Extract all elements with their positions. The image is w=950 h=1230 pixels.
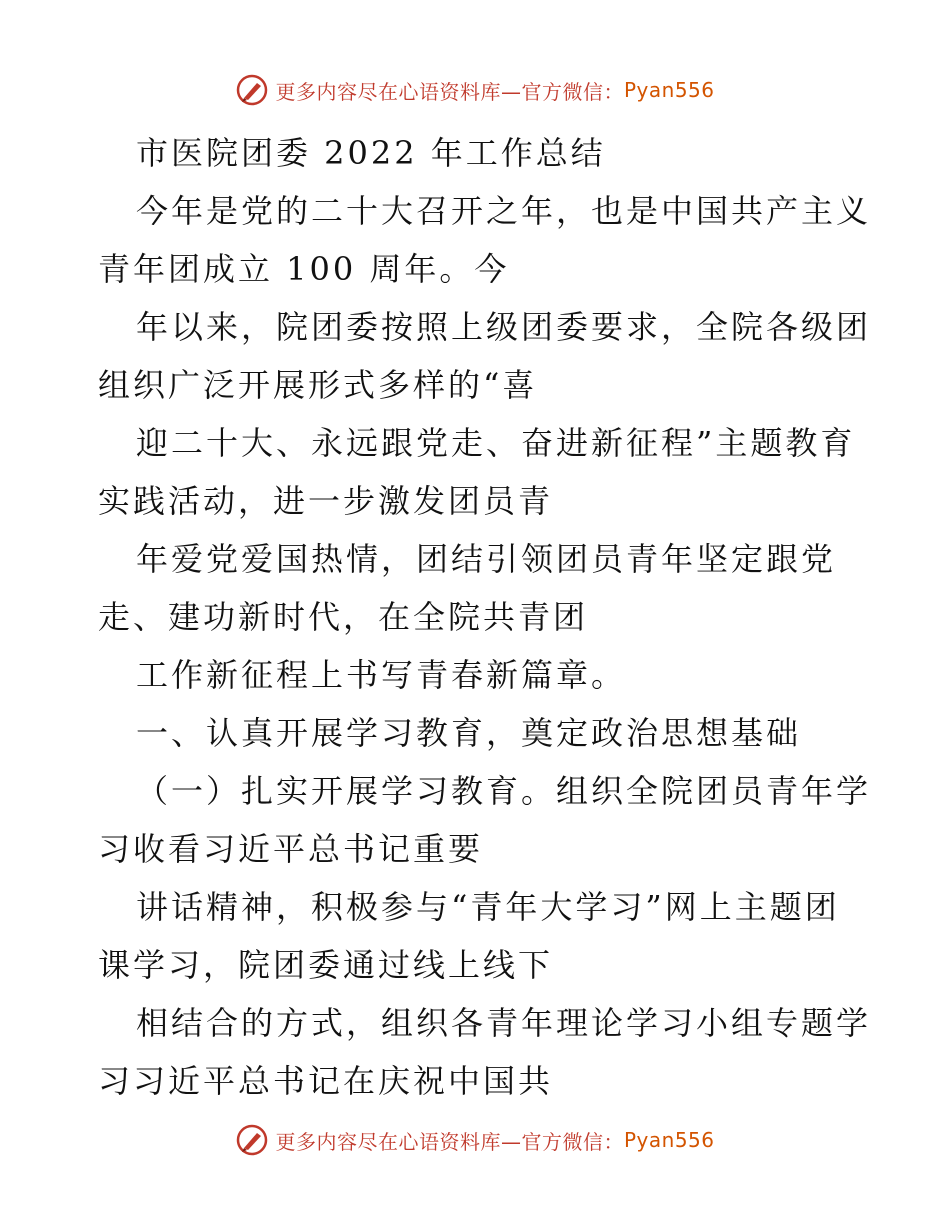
doc-line: 相结合的方式，组织各青年理论学习小组专题学 [136,1004,872,1042]
banner-wechat: Pyan556 [623,78,715,102]
doc-line: 年爱党爱国热情，团结引领团员青年坚定跟党 [136,540,837,578]
doc-line: 迎二十大、永远跟党走、奋进新征程”主题教育 [136,424,856,462]
doc-line: 年以来，院团委按照上级团委要求，全院各级团 [136,308,872,346]
doc-line: 走、建功新时代，在全院共青团 [98,598,589,636]
doc-line: 课学习，院团委通过线上线下 [98,946,554,984]
doc-title: 市医院团委 2022 年工作总结 [136,134,606,172]
banner-wechat: Pyan556 [623,1128,715,1152]
header-banner [0,70,950,110]
banner-text: 更多内容尽在心语资料库—官方微信： [275,1129,624,1154]
doc-line: 习习近平总书记在庆祝中国共 [98,1062,554,1100]
footer-banner [0,1120,950,1160]
banner-text: 更多内容尽在心语资料库—官方微信： [275,79,624,104]
doc-line: 组织广泛开展形式多样的“喜 [98,366,538,404]
doc-line: （一）扎实开展学习教育。组织全院团员青年学 [136,772,872,810]
doc-line: 实践活动，进一步激发团员青 [98,482,554,520]
document-body [98,124,872,1110]
doc-line: 青年团成立 100 周年。今 [98,250,510,288]
doc-line: 讲话精神，积极参与“青年大学习”网上主题团 [136,888,840,926]
doc-line: 习收看习近平总书记重要 [98,830,484,868]
section-heading: 一、认真开展学习教育，奠定政治思想基础 [136,714,802,752]
pen-logo-icon [235,1123,269,1157]
pen-logo-icon [235,73,269,107]
doc-line: 今年是党的二十大召开之年，也是中国共产主义 [136,192,872,230]
doc-line: 工作新征程上书写青春新篇章。 [136,656,627,694]
